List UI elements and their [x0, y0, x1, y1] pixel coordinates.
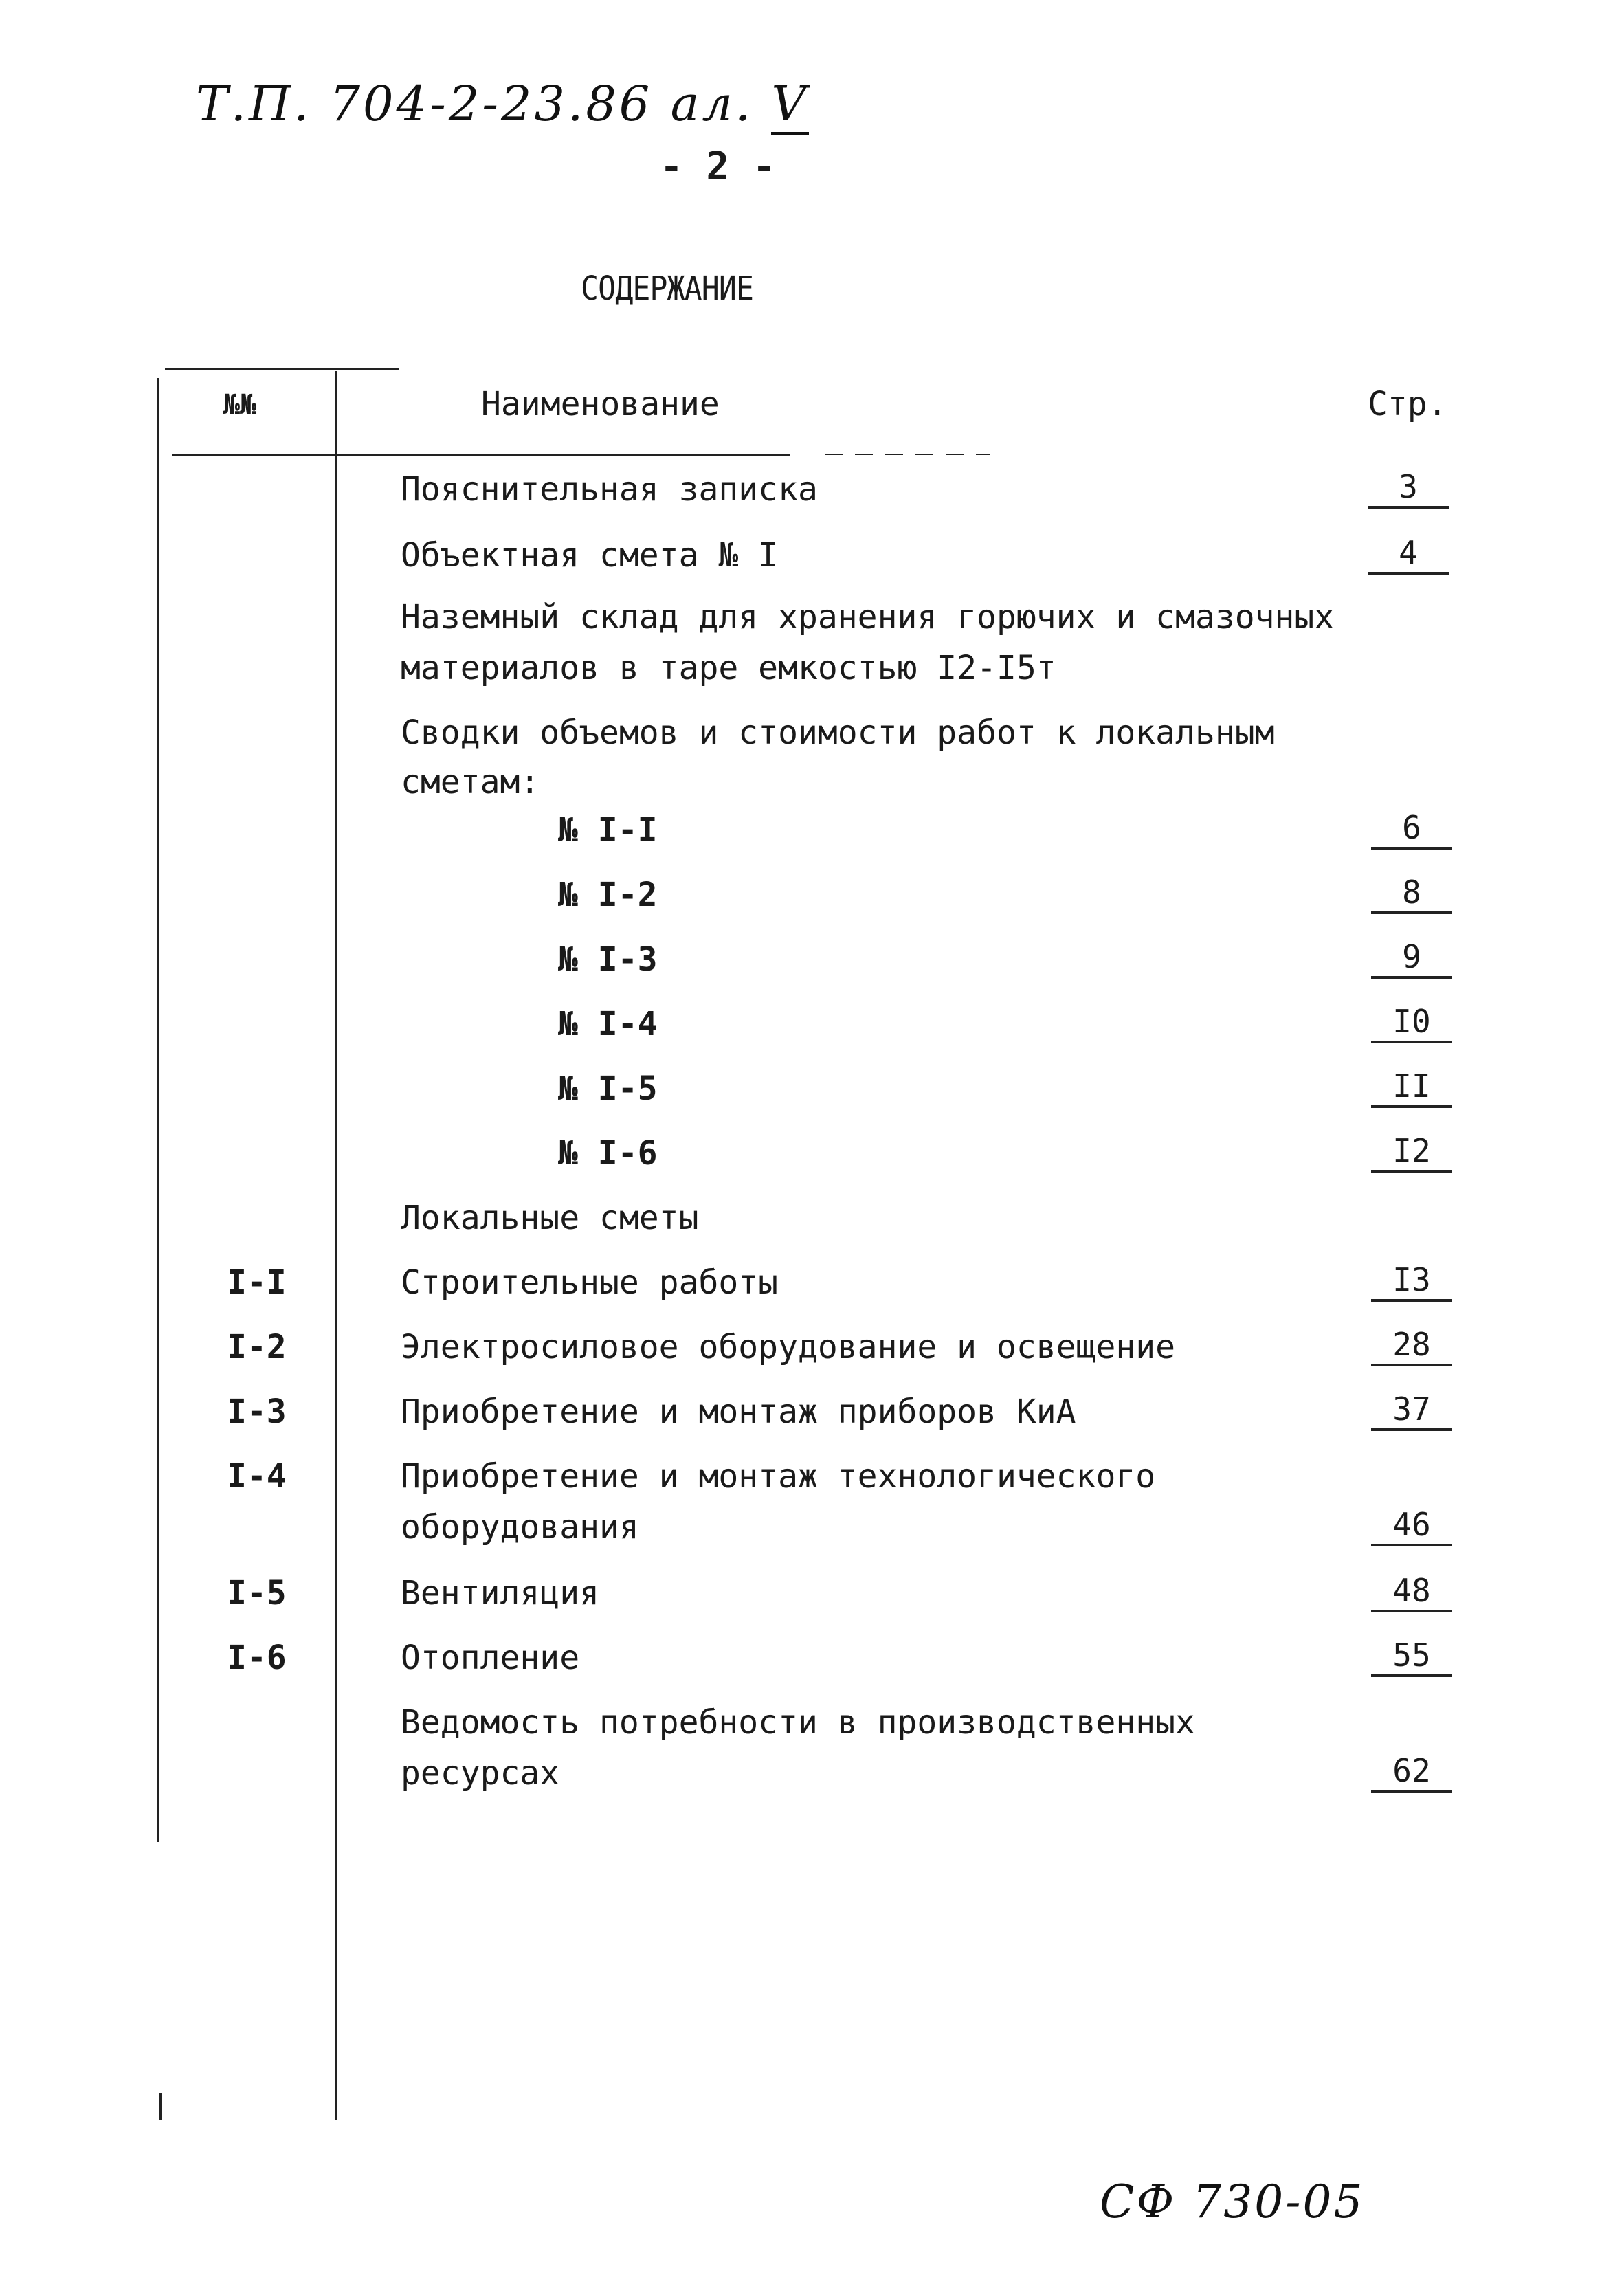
- row-number: I-4: [227, 1457, 287, 1496]
- column-header-name: Наименование: [481, 385, 720, 423]
- row-page: I2: [1371, 1131, 1452, 1173]
- album-numeral: V: [771, 76, 809, 135]
- row-name: оборудования: [401, 1508, 639, 1546]
- handwritten-code: СФ 730-05: [1100, 2175, 1365, 2228]
- row-name: сметам:: [401, 763, 540, 801]
- row-page: 3: [1368, 467, 1449, 509]
- row-page: 6: [1371, 808, 1452, 850]
- row-name: № I-2: [558, 876, 658, 914]
- row-number: I-I: [227, 1263, 287, 1302]
- row-name: № I-4: [558, 1005, 658, 1043]
- row-name: Отопление: [401, 1639, 580, 1677]
- row-name: Наземный склад для хранения горючих и смазочных: [401, 598, 1335, 636]
- header-separator-dashed: [825, 454, 990, 455]
- row-page: 8: [1371, 873, 1452, 914]
- document-code: Т.П. 704-2-23.86 ал. V: [196, 76, 809, 132]
- row-page: 46: [1371, 1505, 1452, 1546]
- row-number: I-5: [227, 1574, 287, 1612]
- row-name: Пояснительная записка: [401, 470, 818, 509]
- row-page: 62: [1371, 1751, 1452, 1793]
- row-name: Вентиляция: [401, 1574, 599, 1612]
- header-separator: [172, 454, 790, 456]
- row-name: материалов в таре емкостью I2-I5т: [401, 649, 1056, 687]
- column-header-number: №№: [223, 389, 257, 421]
- row-page: 48: [1371, 1571, 1452, 1612]
- row-name: № I-3: [558, 940, 658, 979]
- row-page: I0: [1371, 1002, 1452, 1043]
- row-number: I-3: [227, 1393, 287, 1431]
- row-page: II: [1371, 1067, 1452, 1108]
- row-number: I-6: [227, 1639, 287, 1677]
- row-name: № I-I: [558, 811, 658, 850]
- row-page: 4: [1368, 533, 1449, 575]
- row-name: ресурсах: [401, 1754, 560, 1793]
- row-name: Локальные сметы: [401, 1199, 699, 1237]
- column-divider: [335, 371, 337, 2120]
- row-name: № I-6: [558, 1134, 658, 1173]
- row-name: Приобретение и монтаж приборов КиА: [401, 1393, 1076, 1431]
- page-title: СОДЕРЖАНИЕ: [581, 269, 754, 308]
- row-number: I-2: [227, 1328, 287, 1366]
- row-name: Объектная смета № I: [401, 536, 779, 575]
- row-name: Сводки объемов и стоимости работ к локальным: [401, 713, 1275, 752]
- table-left-border-tick: [159, 2093, 162, 2120]
- row-page: I3: [1371, 1261, 1452, 1302]
- row-name: Строительные работы: [401, 1263, 779, 1302]
- page-number: - 2 -: [660, 144, 776, 189]
- row-page: 28: [1371, 1325, 1452, 1366]
- row-name: Электросиловое оборудование и освещение: [401, 1328, 1176, 1366]
- row-name: Ведомость потребности в производственных: [401, 1703, 1195, 1742]
- row-page: 9: [1371, 938, 1452, 979]
- column-header-page: Стр.: [1368, 385, 1447, 423]
- table-top-line: [165, 368, 399, 370]
- table-left-border: [157, 378, 159, 1842]
- row-page: 55: [1371, 1636, 1452, 1677]
- row-name: № I-5: [558, 1069, 658, 1108]
- row-page: 37: [1371, 1390, 1452, 1431]
- row-name: Приобретение и монтаж технологического: [401, 1457, 1156, 1496]
